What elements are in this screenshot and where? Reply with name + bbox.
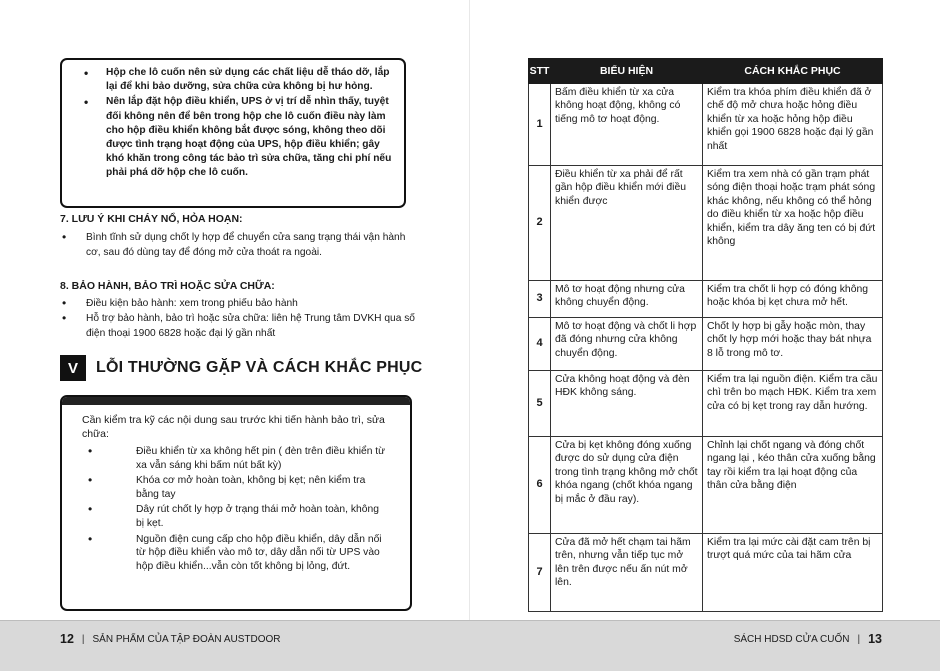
footer-left-text: SẢN PHẨM CỦA TẬP ĐOÀN AUSTDOOR — [92, 633, 281, 645]
row-fix: Kiểm tra lại mức cài đặt cam trên bị trượt quá mức của tai hãm cửa — [703, 534, 883, 612]
note-item: • Nên lắp đặt hộp điều khiển, UPS ở vị trí dễ nhìn thấy, tuyệt đối không nên để bên trong hộp che lô cuốn điều này làm cho hộp điều khiển không bắt được sóng, không theo dõi được tình trạng hoạt động của UPS, hộp điều khiển; gây khó khăn trong công tác bảo trì sửa chữa, tăng chi phí nếu phải phá dỡ hộp che lô cuốn. — [84, 95, 392, 180]
note-box — [60, 58, 406, 208]
row-stt: 4 — [529, 318, 551, 371]
list-item: • Điều kiện bảo hành: xem trong phiếu bảo hành — [60, 296, 420, 311]
row-symptom: Điều khiển từ xa phải để rất gần hộp điều khiển mới điều khiển được — [551, 166, 703, 281]
page-footer — [0, 620, 940, 671]
header-stt: STT — [529, 59, 551, 84]
left-page — [0, 0, 470, 620]
check-item: • Khóa cơ mở hoàn toàn, không bị kẹt; nên kiểm tra bằng tay — [62, 474, 410, 501]
list-item: • Hỗ trợ bảo hành, bảo trì hoặc sửa chữa: liên hệ Trung tâm DVKH qua số điện thoại 1900 6828 hoặc đại lý gần nhất — [60, 311, 420, 341]
check-intro: Cần kiểm tra kỹ các nội dung sau trước khi tiến hành bảo trì, sửa chữa: — [82, 414, 385, 440]
footer-separator: | — [81, 633, 85, 645]
header-fix: CÁCH KHẮC PHỤC — [703, 59, 883, 84]
row-symptom: Mô tơ hoạt động và chốt li hợp đã đóng nhưng cửa không chuyển động. — [551, 318, 703, 371]
footer-right-text: SÁCH HDSD CỬA CUỐN — [733, 633, 850, 645]
check-item: • Dây rút chốt ly hợp ở trạng thái mở hoàn toàn, không bị kẹt. — [62, 503, 410, 530]
row-stt: 3 — [529, 281, 551, 318]
footer-separator: | — [857, 633, 861, 645]
row-stt: 2 — [529, 166, 551, 281]
troubleshooting-table — [528, 58, 883, 612]
row-symptom: Cửa bị kẹt không đóng xuống được do sử dụng cửa điện trong tình trạng không mở chốt khóa ngang (chốt khóa ngang bị mắc ở đầu ray). — [551, 437, 703, 534]
table-row — [529, 534, 883, 612]
row-stt: 6 — [529, 437, 551, 534]
row-symptom: Cửa không hoạt động và đèn HĐK không sáng. — [551, 371, 703, 437]
table-row — [529, 166, 883, 281]
table-row — [529, 84, 883, 166]
row-symptom: Cửa đã mở hết chạm tai hãm trên, nhưng vẫn tiếp tục mở lên trên được nếu ấn nút mở lên. — [551, 534, 703, 612]
footer-right — [734, 632, 882, 646]
row-stt: 1 — [529, 84, 551, 166]
right-page-number: 13 — [868, 632, 882, 646]
row-fix: Kiểm tra khóa phím điều khiển đã ở chế độ mở chưa hoặc hỏng điều khiển từ xa hoặc hỏng hộp điều khiển gọi 1900 6828 hoặc đại lý gần nhất — [703, 84, 883, 166]
row-fix: Kiểm tra chốt li hợp có đóng không hoặc khóa bị kẹt chưa mở hết. — [703, 281, 883, 318]
check-box — [60, 395, 412, 611]
table-row — [529, 281, 883, 318]
row-fix: Kiểm tra lại nguồn điện. Kiểm tra cầu chì trên bo mạch HĐK. Kiểm tra xem cửa có bị kẹt trong ray dẫn hướng. — [703, 371, 883, 437]
section-7-heading: 7. LƯU Ý KHI CHÁY NỔ, HỎA HOẠN: — [60, 213, 243, 225]
row-fix: Chốt ly hợp bị gẫy hoặc mòn, thay chốt ly hợp mới hoặc thay bát nhựa 8 lỗ trong mô tơ. — [703, 318, 883, 371]
section-7-list — [60, 230, 420, 260]
section-8-list — [60, 296, 420, 341]
chapter-number: V — [60, 355, 86, 381]
row-stt: 7 — [529, 534, 551, 612]
check-item: • Nguồn điện cung cấp cho hộp điều khiển, dây dẫn nối từ hộp điều khiển vào mô tơ, dây dẫn nối từ UPS vào hộp điều khiển...vẫn còn tốt không bị lỏng, đứt. — [62, 533, 410, 574]
row-fix: Chỉnh lại chốt ngang và đóng chốt ngang lại , kéo thân cửa xuống bằng tay rồi kiểm tra lại hoạt động của thân cửa bằng điện — [703, 437, 883, 534]
chapter-title: LỖI THƯỜNG GẶP VÀ CÁCH KHẮC PHỤC — [96, 359, 423, 376]
header-symptom: BIỂU HIỆN — [551, 59, 703, 84]
table-row — [529, 437, 883, 534]
chapter-heading — [60, 355, 422, 381]
row-fix: Kiểm tra xem nhà có gần trạm phát sóng điện thoại hoặc trạm phát sóng khác không, nếu không có thể hỏng do điều khiển từ xa hoặc hộp điều khiển, kiểm tra dây ăng ten có bị đứt không — [703, 166, 883, 281]
check-item: • Điều khiển từ xa không hết pin ( đèn trên điều khiển từ xa vẫn sáng khi bấm nút bất kỳ) — [62, 445, 410, 472]
table-row — [529, 371, 883, 437]
footer-left — [60, 632, 281, 646]
left-page-number: 12 — [60, 632, 74, 646]
note-item: • Hộp che lô cuốn nên sử dụng các chất liệu dễ tháo dỡ, lắp lại để khi bảo dưỡng, sửa chữa cửa không bị hư hỏng. — [84, 66, 392, 94]
row-symptom: Mô tơ hoạt động nhưng cửa không chuyển động. — [551, 281, 703, 318]
row-symptom: Bấm điều khiển từ xa cửa không hoạt động, không có tiếng mô tơ hoạt động. — [551, 84, 703, 166]
table-row — [529, 318, 883, 371]
box-top-bar — [62, 397, 410, 405]
section-8-heading: 8. BẢO HÀNH, BẢO TRÌ HOẶC SỬA CHỮA: — [60, 280, 275, 292]
list-item: • Bình tĩnh sử dụng chốt ly hợp để chuyển cửa sang trạng thái vận hành cơ, sau đó dùng tay để đóng mở cửa thoát ra ngoài. — [60, 230, 420, 260]
row-stt: 5 — [529, 371, 551, 437]
